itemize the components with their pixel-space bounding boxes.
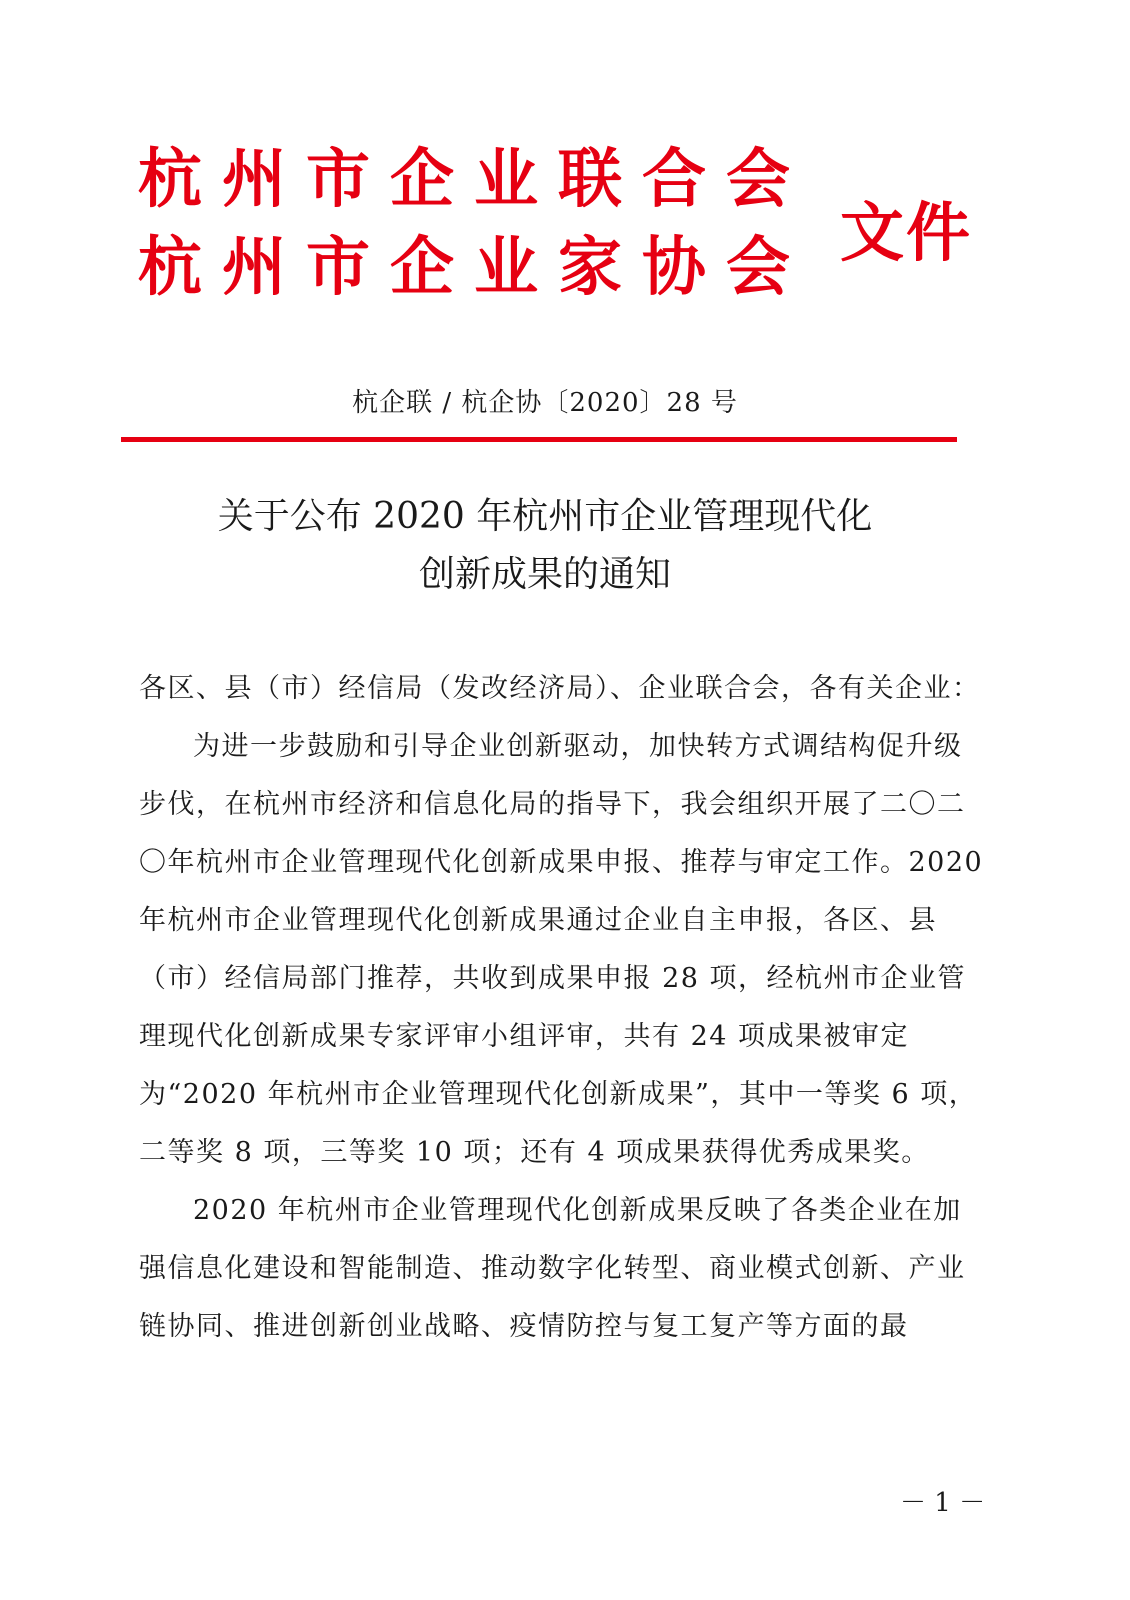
body-paragraph-2: 2020 年杭州市企业管理现代化创新成果反映了各类企业在加强信息化建设和智能制造、推动数字化转型、商业模式创新、产业链协同、推进创新创业战略、疫情防控与复工复产等方面的最 bbox=[139, 1195, 966, 1342]
notice-title-line-2: 创新成果的通知 bbox=[418, 554, 671, 595]
issuing-org-line-2: 杭州市企业家协会 bbox=[138, 231, 810, 305]
document-type-label: 文件 bbox=[840, 197, 972, 271]
document-number: 杭企联 / 杭企协〔2020〕28 号 bbox=[352, 388, 738, 418]
notice-title bbox=[0, 488, 1090, 604]
body-paragraph-1: 为进一步鼓励和引导企业创新驱动，加快转方式调结构促升级步伐，在杭州市经济和信息化局的指导下，我会组织开展了二〇二〇年杭州市企业管理现代化创新成果申报、推荐与审定工作。2020 年杭州市企业管理现代化创新成果通过企业自主申报，各区、县（市）经信局部门推荐，共收到成果申报 28 项，经杭州市企业管理现代化创新成果专家评审小组评审，共有 24 项成果被审定为“2020 年杭州市企业管理现代化创新成果”，其中一等奖 6 项，二等奖 8 项，三等奖 10 项；还有 4 项成果获得优秀成果奖。 bbox=[139, 731, 984, 1168]
notice-title-line-1: 关于公布 2020 年杭州市企业管理现代化 bbox=[217, 496, 873, 537]
notice-body bbox=[139, 660, 987, 1356]
issuing-org-line-1: 杭州市企业联合会 bbox=[138, 143, 810, 217]
document-header bbox=[130, 140, 1010, 315]
page-number: － 1 － bbox=[900, 1488, 986, 1518]
salutation: 各区、县（市）经信局（发改经济局）、企业联合会，各有关企业： bbox=[139, 673, 981, 704]
red-divider-line bbox=[121, 437, 957, 442]
